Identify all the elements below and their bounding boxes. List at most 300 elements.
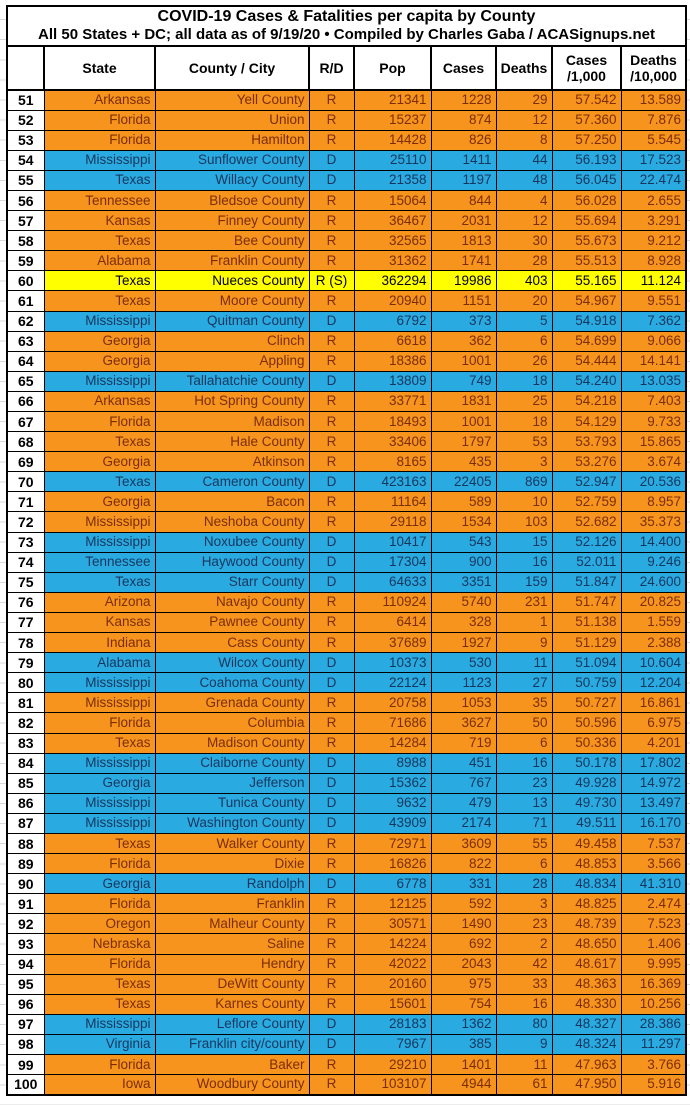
- col-header-state: State: [44, 46, 155, 90]
- cell-rank: 88: [7, 833, 44, 853]
- table-row: [7, 592, 686, 612]
- cell-deaths-per-10000: 9.246: [621, 552, 686, 572]
- cell-deaths-per-10000: 24.600: [621, 572, 686, 592]
- cell-deaths: 18: [496, 371, 552, 391]
- cell-rank: 65: [7, 371, 44, 391]
- cell-county: Malheur County: [155, 914, 309, 934]
- cell-state: Florida: [44, 894, 155, 914]
- cell-rank: 52: [7, 110, 44, 130]
- cell-deaths-per-10000: 15.865: [621, 432, 686, 452]
- cell-cases-per-1000: 55.513: [552, 251, 621, 271]
- cell-rank: 95: [7, 974, 44, 994]
- cell-rank: 100: [7, 1075, 44, 1095]
- cell-rank: 81: [7, 693, 44, 713]
- cell-county: Willacy County: [155, 170, 309, 190]
- cell-deaths: 6: [496, 854, 552, 874]
- table-row: [7, 974, 686, 994]
- cell-rank: 93: [7, 934, 44, 954]
- table-row: [7, 311, 686, 331]
- cell-cases: 22405: [431, 472, 496, 492]
- cell-pop: 9632: [354, 793, 431, 813]
- cell-cases: 874: [431, 110, 496, 130]
- cell-county: Cass County: [155, 633, 309, 653]
- cell-rd: D: [309, 150, 354, 170]
- cell-pop: 110924: [354, 592, 431, 612]
- cell-rd: R: [309, 934, 354, 954]
- title-block: [7, 6, 686, 46]
- cell-cases-per-1000: 56.045: [552, 170, 621, 190]
- table-row: [7, 110, 686, 130]
- cell-rd: R: [309, 492, 354, 512]
- col-header-cases-per-1000-line1: Cases: [565, 52, 608, 68]
- cell-cases: 1831: [431, 391, 496, 411]
- cell-deaths: 103: [496, 512, 552, 532]
- table-row: [7, 512, 686, 532]
- cell-cases-per-1000: 51.138: [552, 612, 621, 632]
- cell-rank: 76: [7, 592, 44, 612]
- cell-rank: 55: [7, 170, 44, 190]
- cell-rd: D: [309, 874, 354, 894]
- cell-rank: 87: [7, 813, 44, 833]
- cell-deaths-per-10000: 9.995: [621, 954, 686, 974]
- cell-pop: 21341: [354, 90, 431, 110]
- cell-cases: 900: [431, 552, 496, 572]
- table-row: [7, 673, 686, 693]
- cell-deaths-per-10000: 8.928: [621, 251, 686, 271]
- cell-county: Franklin: [155, 894, 309, 914]
- cell-pop: 29118: [354, 512, 431, 532]
- table-row: [7, 793, 686, 813]
- cell-cases: 435: [431, 452, 496, 472]
- col-header-deaths-per-10000: [621, 46, 686, 90]
- cell-county: Franklin County: [155, 251, 309, 271]
- table-row: [7, 693, 686, 713]
- cell-rd: D: [309, 813, 354, 833]
- cell-cases: 1797: [431, 432, 496, 452]
- cell-cases-per-1000: 54.218: [552, 391, 621, 411]
- cell-state: Texas: [44, 572, 155, 592]
- cell-state: Georgia: [44, 492, 155, 512]
- table-row: [7, 733, 686, 753]
- cell-cases-per-1000: 56.028: [552, 190, 621, 210]
- cell-state: Florida: [44, 412, 155, 432]
- cell-deaths-per-10000: 6.975: [621, 713, 686, 733]
- cell-pop: 6414: [354, 612, 431, 632]
- cell-rd: D: [309, 793, 354, 813]
- table-row: [7, 331, 686, 351]
- cell-county: Grenada County: [155, 693, 309, 713]
- cell-state: Mississippi: [44, 371, 155, 391]
- cell-deaths: 11: [496, 653, 552, 673]
- cell-cases-per-1000: 48.324: [552, 1034, 621, 1054]
- cell-cases: 754: [431, 994, 496, 1014]
- cell-state: Georgia: [44, 452, 155, 472]
- cell-deaths: 53: [496, 432, 552, 452]
- cell-pop: 20940: [354, 291, 431, 311]
- cell-pop: 17304: [354, 552, 431, 572]
- cell-county: Madison: [155, 412, 309, 432]
- table-row: [7, 833, 686, 853]
- cell-county: Hale County: [155, 432, 309, 452]
- table-row: [7, 653, 686, 673]
- cell-deaths: 8: [496, 130, 552, 150]
- cell-deaths-per-10000: 17.802: [621, 753, 686, 773]
- cell-pop: 43909: [354, 813, 431, 833]
- column-header-row: [7, 46, 686, 90]
- cell-pop: 37689: [354, 633, 431, 653]
- cell-cases-per-1000: 49.730: [552, 793, 621, 813]
- cell-deaths-per-10000: 3.674: [621, 452, 686, 472]
- cell-cases-per-1000: 52.011: [552, 552, 621, 572]
- cell-pop: 13809: [354, 371, 431, 391]
- cell-pop: 15237: [354, 110, 431, 130]
- cell-cases-per-1000: 56.193: [552, 150, 621, 170]
- cell-cases: 1362: [431, 1014, 496, 1034]
- cell-rank: 57: [7, 211, 44, 231]
- cell-county: Haywood County: [155, 552, 309, 572]
- cell-pop: 14428: [354, 130, 431, 150]
- cell-cases: 1197: [431, 170, 496, 190]
- cell-deaths-per-10000: 2.655: [621, 190, 686, 210]
- cell-deaths-per-10000: 4.201: [621, 733, 686, 753]
- cell-rd: R: [309, 833, 354, 853]
- cell-rd: R: [309, 90, 354, 110]
- cell-rank: 60: [7, 271, 44, 291]
- cell-pop: 64633: [354, 572, 431, 592]
- cell-rank: 92: [7, 914, 44, 934]
- cell-rank: 82: [7, 713, 44, 733]
- cell-cases: 1411: [431, 150, 496, 170]
- cell-pop: 25110: [354, 150, 431, 170]
- cell-cases-per-1000: 50.336: [552, 733, 621, 753]
- cell-cases: 328: [431, 612, 496, 632]
- cell-rank: 71: [7, 492, 44, 512]
- cell-rd: D: [309, 1034, 354, 1054]
- cell-rank: 70: [7, 472, 44, 492]
- cell-rd: R: [309, 110, 354, 130]
- col-header-pop: Pop: [354, 46, 431, 90]
- cell-cases: 19986: [431, 271, 496, 291]
- cell-cases: 589: [431, 492, 496, 512]
- cell-rd: R: [309, 954, 354, 974]
- col-header-county: County / City: [155, 46, 309, 90]
- cell-county: Franklin city/county: [155, 1034, 309, 1054]
- cell-state: Texas: [44, 733, 155, 753]
- cell-cases-per-1000: 48.834: [552, 874, 621, 894]
- cell-rd: R: [309, 854, 354, 874]
- cell-state: Georgia: [44, 874, 155, 894]
- table-subtitle: All 50 States + DC; all data as of 9/19/20 • Compiled by Charles Gaba / ACASignups.net: [38, 26, 655, 43]
- table-row: [7, 532, 686, 552]
- cell-deaths-per-10000: 7.537: [621, 833, 686, 853]
- table-row: [7, 1014, 686, 1034]
- cell-county: Columbia: [155, 713, 309, 733]
- table-row: [7, 934, 686, 954]
- cell-cases-per-1000: 49.928: [552, 773, 621, 793]
- cell-state: Texas: [44, 974, 155, 994]
- cell-pop: 20160: [354, 974, 431, 994]
- cell-cases: 362: [431, 331, 496, 351]
- cell-rd: D: [309, 1014, 354, 1034]
- cell-rd: D: [309, 653, 354, 673]
- cell-county: Navajo County: [155, 592, 309, 612]
- cell-deaths-per-10000: 35.373: [621, 512, 686, 532]
- table-row: [7, 371, 686, 391]
- table-row: [7, 753, 686, 773]
- cell-state: Tennessee: [44, 552, 155, 572]
- table-row: [7, 1034, 686, 1054]
- cell-rd: D: [309, 472, 354, 492]
- cell-pop: 28183: [354, 1014, 431, 1034]
- table-row: [7, 472, 686, 492]
- cell-deaths: 4: [496, 190, 552, 210]
- table-row: [7, 854, 686, 874]
- cell-rank: 89: [7, 854, 44, 874]
- table-row: [7, 251, 686, 271]
- cell-pop: 8988: [354, 753, 431, 773]
- cell-deaths: 869: [496, 472, 552, 492]
- cell-state: Arkansas: [44, 391, 155, 411]
- cell-state: Oregon: [44, 914, 155, 934]
- cell-cases: 4944: [431, 1075, 496, 1095]
- cell-county: Claiborne County: [155, 753, 309, 773]
- cell-deaths: 6: [496, 331, 552, 351]
- cell-rd: R: [309, 251, 354, 271]
- cell-rank: 74: [7, 552, 44, 572]
- cell-deaths-per-10000: 11.124: [621, 271, 686, 291]
- cell-deaths-per-10000: 16.369: [621, 974, 686, 994]
- cell-state: Virginia: [44, 1034, 155, 1054]
- cell-state: Texas: [44, 833, 155, 853]
- table-row: [7, 391, 686, 411]
- cell-cases-per-1000: 52.682: [552, 512, 621, 532]
- cell-deaths-per-10000: 9.551: [621, 291, 686, 311]
- cell-cases-per-1000: 51.747: [552, 592, 621, 612]
- table-row: [7, 914, 686, 934]
- cell-county: Leflore County: [155, 1014, 309, 1034]
- cell-county: Tunica County: [155, 793, 309, 813]
- cell-rd: D: [309, 311, 354, 331]
- cell-rd: R: [309, 693, 354, 713]
- cell-county: Quitman County: [155, 311, 309, 331]
- cell-rank: 78: [7, 633, 44, 653]
- cell-cases-per-1000: 53.793: [552, 432, 621, 452]
- cell-rank: 79: [7, 653, 44, 673]
- cell-county: Noxubee County: [155, 532, 309, 552]
- table-row: [7, 894, 686, 914]
- cell-rank: 77: [7, 612, 44, 632]
- cell-deaths-per-10000: 14.400: [621, 532, 686, 552]
- cell-state: Texas: [44, 472, 155, 492]
- cell-deaths-per-10000: 10.604: [621, 653, 686, 673]
- cell-rank: 69: [7, 452, 44, 472]
- cell-state: Florida: [44, 130, 155, 150]
- cell-rd: D: [309, 371, 354, 391]
- cell-state: Arizona: [44, 592, 155, 612]
- cell-county: Karnes County: [155, 994, 309, 1014]
- cell-state: Alabama: [44, 251, 155, 271]
- cell-deaths-per-10000: 14.972: [621, 773, 686, 793]
- cell-cases-per-1000: 49.458: [552, 833, 621, 853]
- cell-cases: 1053: [431, 693, 496, 713]
- cell-rd: R: [309, 351, 354, 371]
- cell-deaths-per-10000: 5.545: [621, 130, 686, 150]
- cell-deaths: 11: [496, 1055, 552, 1075]
- cell-cases: 1813: [431, 231, 496, 251]
- cell-state: Indiana: [44, 633, 155, 653]
- cell-cases: 3609: [431, 833, 496, 853]
- cell-deaths: 33: [496, 974, 552, 994]
- table-row: [7, 130, 686, 150]
- cell-county: DeWitt County: [155, 974, 309, 994]
- cell-state: Kansas: [44, 211, 155, 231]
- cell-state: Mississippi: [44, 693, 155, 713]
- cell-state: Florida: [44, 954, 155, 974]
- cell-state: Texas: [44, 271, 155, 291]
- cell-cases-per-1000: 57.250: [552, 130, 621, 150]
- cell-rd: R: [309, 190, 354, 210]
- table-row: [7, 612, 686, 632]
- cell-state: Texas: [44, 170, 155, 190]
- cell-deaths-per-10000: 7.876: [621, 110, 686, 130]
- cell-deaths: 6: [496, 733, 552, 753]
- cell-pop: 36467: [354, 211, 431, 231]
- cell-deaths: 20: [496, 291, 552, 311]
- cell-state: Mississippi: [44, 512, 155, 532]
- cell-deaths: 50: [496, 713, 552, 733]
- cell-rank: 90: [7, 874, 44, 894]
- cell-county: Starr County: [155, 572, 309, 592]
- cell-pop: 42022: [354, 954, 431, 974]
- cell-pop: 7967: [354, 1034, 431, 1054]
- cell-pop: 14284: [354, 733, 431, 753]
- cell-cases: 3627: [431, 713, 496, 733]
- col-header-deaths-per-10000-line2: /10,000: [630, 68, 677, 84]
- cell-cases-per-1000: 57.542: [552, 90, 621, 110]
- table-row: [7, 231, 686, 251]
- cell-cases: 767: [431, 773, 496, 793]
- cell-cases: 1741: [431, 251, 496, 271]
- cell-rank: 66: [7, 391, 44, 411]
- cell-rd: D: [309, 673, 354, 693]
- cell-pop: 14224: [354, 934, 431, 954]
- cell-cases: 822: [431, 854, 496, 874]
- cell-deaths: 2: [496, 934, 552, 954]
- cell-pop: 10417: [354, 532, 431, 552]
- cell-county: Moore County: [155, 291, 309, 311]
- table-row: [7, 874, 686, 894]
- cell-cases-per-1000: 53.276: [552, 452, 621, 472]
- cell-deaths: 27: [496, 673, 552, 693]
- cell-deaths: 9: [496, 633, 552, 653]
- cell-county: Clinch: [155, 331, 309, 351]
- cell-pop: 32565: [354, 231, 431, 251]
- cell-rd: R (S): [309, 271, 354, 291]
- cell-cases-per-1000: 48.853: [552, 854, 621, 874]
- cell-deaths-per-10000: 7.523: [621, 914, 686, 934]
- cell-deaths: 28: [496, 874, 552, 894]
- cell-deaths-per-10000: 7.362: [621, 311, 686, 331]
- cell-cases-per-1000: 55.673: [552, 231, 621, 251]
- table-row: [7, 170, 686, 190]
- cell-county: Saline: [155, 934, 309, 954]
- cell-county: Washington County: [155, 813, 309, 833]
- cell-rank: 72: [7, 512, 44, 532]
- cell-cases-per-1000: 54.699: [552, 331, 621, 351]
- cell-cases-per-1000: 54.967: [552, 291, 621, 311]
- cell-state: Alabama: [44, 653, 155, 673]
- cell-rd: R: [309, 733, 354, 753]
- cell-rd: D: [309, 552, 354, 572]
- cell-cases-per-1000: 52.126: [552, 532, 621, 552]
- table-row: [7, 412, 686, 432]
- cell-deaths: 48: [496, 170, 552, 190]
- cell-deaths-per-10000: 3.766: [621, 1055, 686, 1075]
- table-row: [7, 90, 686, 110]
- table-row: [7, 271, 686, 291]
- cell-deaths-per-10000: 8.957: [621, 492, 686, 512]
- cell-cases: 2043: [431, 954, 496, 974]
- cell-deaths: 18: [496, 412, 552, 432]
- cell-pop: 72971: [354, 833, 431, 853]
- cell-deaths-per-10000: 41.310: [621, 874, 686, 894]
- cell-rd: R: [309, 231, 354, 251]
- cell-pop: 15064: [354, 190, 431, 210]
- cell-rank: 59: [7, 251, 44, 271]
- table-row: [7, 713, 686, 733]
- cell-rd: R: [309, 432, 354, 452]
- cell-cases-per-1000: 48.650: [552, 934, 621, 954]
- cell-rd: R: [309, 592, 354, 612]
- cell-cases-per-1000: 50.178: [552, 753, 621, 773]
- cell-deaths-per-10000: 13.035: [621, 371, 686, 391]
- cell-cases: 2031: [431, 211, 496, 231]
- table-row: [7, 1055, 686, 1075]
- cell-cases-per-1000: 54.240: [552, 371, 621, 391]
- table-row: [7, 432, 686, 452]
- cell-state: Mississippi: [44, 813, 155, 833]
- cell-state: Georgia: [44, 773, 155, 793]
- cell-rd: R: [309, 130, 354, 150]
- cell-rank: 99: [7, 1055, 44, 1075]
- cell-pop: 33406: [354, 432, 431, 452]
- cell-deaths: 403: [496, 271, 552, 291]
- cell-county: Atkinson: [155, 452, 309, 472]
- table-row: [7, 190, 686, 210]
- cell-county: Jefferson: [155, 773, 309, 793]
- cell-county: Wilcox County: [155, 653, 309, 673]
- cell-state: Kansas: [44, 612, 155, 632]
- cell-rank: 56: [7, 190, 44, 210]
- table-row: [7, 552, 686, 572]
- covid-county-table: [6, 5, 687, 1096]
- cell-cases-per-1000: 52.947: [552, 472, 621, 492]
- cell-rd: R: [309, 391, 354, 411]
- cell-deaths: 35: [496, 693, 552, 713]
- cell-county: Hot Spring County: [155, 391, 309, 411]
- cell-deaths-per-10000: 14.141: [621, 351, 686, 371]
- cell-deaths-per-10000: 13.589: [621, 90, 686, 110]
- cell-deaths: 3: [496, 894, 552, 914]
- cell-rank: 61: [7, 291, 44, 311]
- cell-cases-per-1000: 48.617: [552, 954, 621, 974]
- cell-cases-per-1000: 48.739: [552, 914, 621, 934]
- cell-deaths-per-10000: 16.170: [621, 813, 686, 833]
- cell-cases: 1228: [431, 90, 496, 110]
- cell-rd: R: [309, 894, 354, 914]
- cell-deaths: 3: [496, 452, 552, 472]
- cell-cases: 826: [431, 130, 496, 150]
